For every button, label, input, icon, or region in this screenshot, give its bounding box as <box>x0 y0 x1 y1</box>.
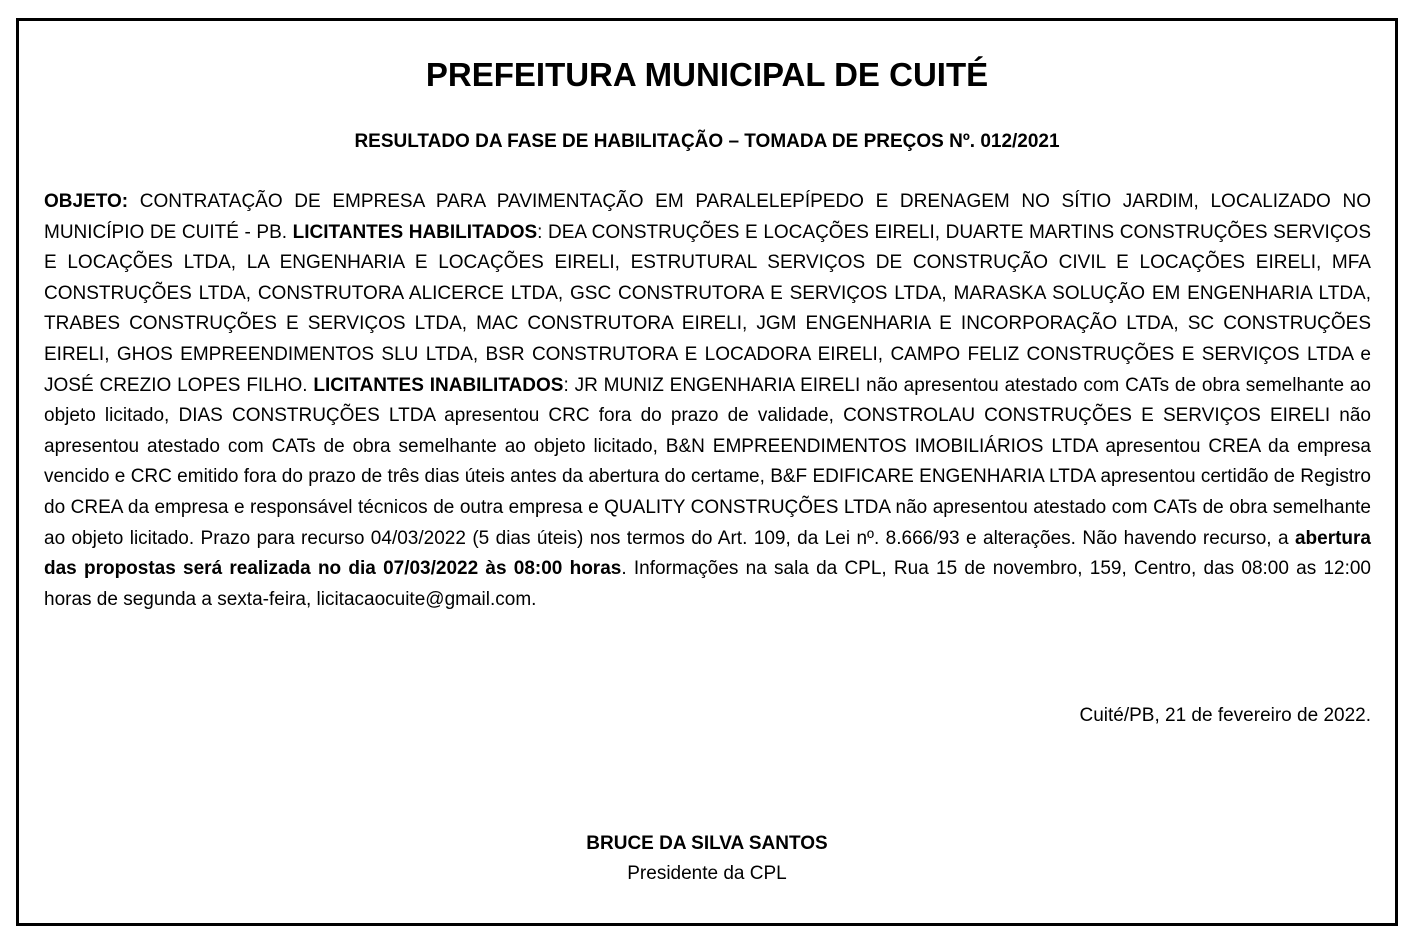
notice-body <box>44 187 1371 615</box>
page-title: PREFEITURA MUNICIPAL DE CUITÉ <box>425 56 989 93</box>
abertura-notice: abertura das propostas será realizada no dia 07/03/2022 às 08:00 horas <box>44 527 1371 580</box>
inabilitados-label: LICITANTES INABILITADOS <box>313 374 564 396</box>
closing-text: . Informações na sala da CPL, Rua 15 de novembro, 159, Centro, das 08:00 as 12:00 horas de segunda a sexta-feira, licitacaocuite@gmail.com. <box>44 558 1371 610</box>
habilitados-text: : DEA CONSTRUÇÕES E LOCAÇÕES EIRELI, DUARTE MARTINS CONSTRUÇÕES SERVIÇOS E LOCAÇÕES LTDA, LA ENGENHARIA E LOCAÇÕES EIRELI, ESTRUTURAL SERVIÇOS DE CONSTRUÇÃO CIVIL E LOCAÇÕES EIRELI, MFA CONSTRUÇÕES LTDA, CONSTRUTORA ALICERCE LTDA, GSC CONSTRUTORA E SERVIÇOS LTDA, MARASKA SOLUÇÃO EM ENGENHARIA LTDA, TRABES CONSTRUÇÕES E SERVIÇOS LTDA, MAC CONSTRUTORA EIRELI, JGM ENGENHARIA E INCORPORAÇÃO LTDA, SC CONSTRUÇÕES EIRELI, GHOS EMPREENDIMENTOS SLU LTDA, BSR CONSTRUTORA E LOCADORA EIRELI, CAMPO FELIZ CONSTRUÇÕES E SERVIÇOS LTDA e JOSÉ CREZIO LOPES FILHO. <box>44 221 1371 396</box>
habilitados-label: LICITANTES HABILITADOS <box>292 221 538 243</box>
inabilitados-text: : JR MUNIZ ENGENHARIA EIRELI não apresentou atestado com CATs de obra semelhante ao objeto licitado, DIAS CONSTRUÇÕES LTDA apresentou CRC fora do prazo de validade, CONSTROLAU CONSTRUÇÕES E SERVIÇOS EIRELI não apresentou atestado com CATs de obra semelhante ao objeto licitado, B&N EMPREENDIMENTOS IMOBILIÁRIOS LTDA apresentou CREA da empresa vencido e CRC emitido fora do prazo de três dias úteis antes da abertura do certame, B&F EDIFICARE ENGENHARIA LTDA apresentou certidão de Registro do CREA da empresa e responsável técnicos de outra empresa e QUALITY CONSTRUÇÕES LTDA não apresentou atestado com CATs de obra semelhante ao objeto licitado. Prazo para recurso 04/03/2022 (5 dias úteis) nos termos do Art. 109, da Lei nº. 8.666/93 e alterações. Não havendo recurso, a <box>44 374 1371 549</box>
signer-role: Presidente da CPL <box>627 863 787 884</box>
document-frame <box>16 18 1398 926</box>
signer-name: BRUCE DA SILVA SANTOS <box>586 833 828 854</box>
document-subtitle: RESULTADO DA FASE DE HABILITAÇÃO – TOMADA DE PREÇOS Nº. 012/2021 <box>354 131 1060 152</box>
date-line: Cuité/PB, 21 de fevereiro de 2022. <box>1079 705 1371 726</box>
objeto-text: CONTRATAÇÃO DE EMPRESA PARA PAVIMENTAÇÃO EM PARALELEPÍPEDO E DRENAGEM NO SÍTIO JARDIM, LOCALIZADO NO MUNICÍPIO DE CUITÉ - PB. <box>44 191 1371 243</box>
objeto-label: OBJETO: <box>44 191 129 212</box>
signature-block <box>19 829 1395 889</box>
